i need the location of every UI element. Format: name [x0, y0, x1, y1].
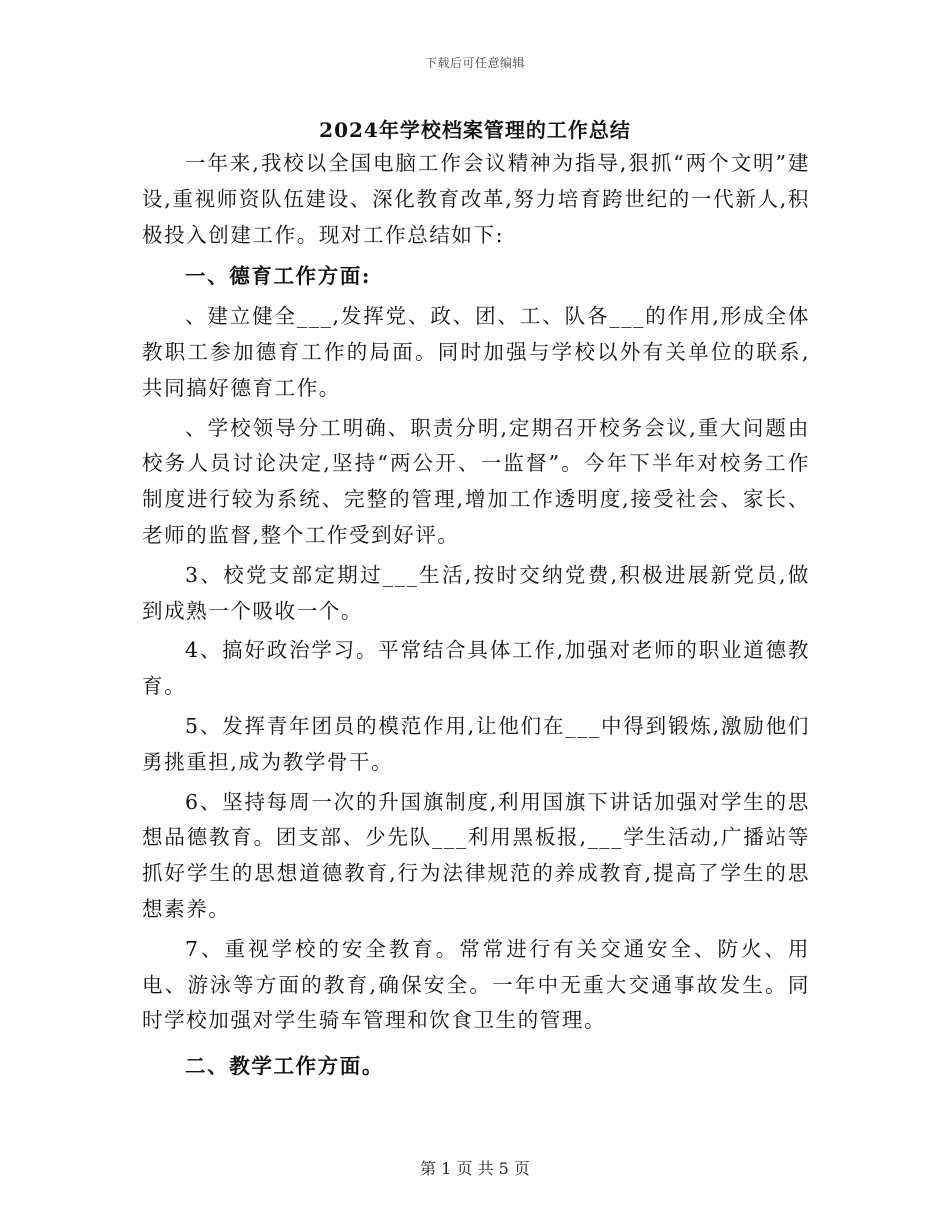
document-body [142, 146, 810, 1089]
header-note: 下载后可任意编辑 [424, 56, 525, 70]
paragraph-7: 7、重视学校的安全教育。常常进行有关交通安全、防火、用电、游泳等方面的教育,确保安全。一年中无重大交通事故发生。同时学校加强对学生骑车管理和饮食卫生的管理。 [142, 936, 810, 1033]
section-heading-moral: 一、德育工作方面: [185, 264, 372, 289]
paragraph-4: 4、搞好政治学习。平常结合具体工作,加强对老师的职业道德教育。 [142, 638, 810, 699]
page-footer: 第 1 页 共 5 页 [420, 1159, 530, 1178]
paragraph-1: 、建立健全___,发挥党、政、团、工、队各___的作用,形成全体教职工参加德育工作的局面。同时加强与学校以外有关单位的联系,共同搞好德育工作。 [142, 304, 810, 400]
paragraph-6: 6、坚持每周一次的升国旗制度,利用国旗下讲话加强对学生的思想品德教育。团支部、少先队___利用黑板报,___学生活动,广播站等抓好学生的思想道德教育,行为法律规范的养成教育,提高了学生的思想素养。 [142, 789, 810, 921]
paragraph-5: 5、发挥青年团员的模范作用,让他们在___中得到锻炼,激励他们勇挑重担,成为教学骨干。 [142, 713, 810, 774]
intro-paragraph: 一年来,我校以全国电脑工作会议精神为指导,狠抓“两个文明”建设,重视师资队伍建设、深化教育改革,努力培育跨世纪的一代新人,积极投入创建工作。现对工作总结如下: [142, 151, 810, 247]
paragraph-2: 、学校领导分工明确、职责分明,定期召开校务会议,重大问题由校务人员讨论决定,坚持“两公开、一监督”。今年下半年对校务工作制度进行较为系统、完整的管理,增加工作透明度,接受社会、家长、老师的监督,整个工作受到好评。 [142, 415, 810, 547]
section-heading-teaching: 二、教学工作方面。 [185, 1054, 384, 1079]
paragraph-3: 3、校党支部定期过___生活,按时交纳党费,积极进展新党员,做到成熟一个吸收一个。 [142, 562, 810, 623]
document-title: 2024年学校档案管理的工作总结 [319, 118, 631, 142]
